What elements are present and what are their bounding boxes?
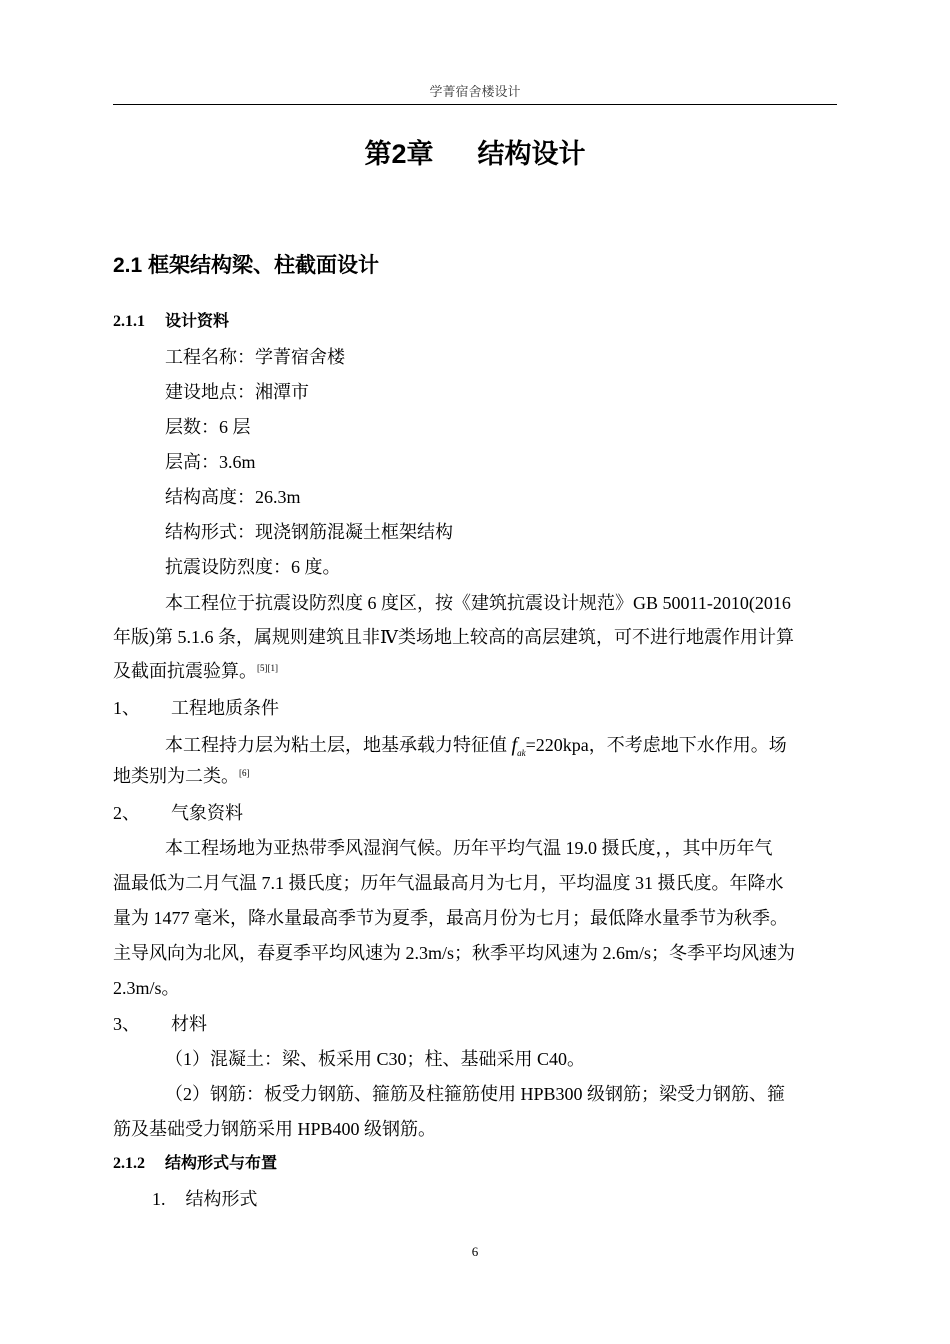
title: 工程地质条件 <box>171 698 279 718</box>
paragraph-line: 本工程位于抗震设防烈度 6 度区，按《建筑抗震设计规范》GB 50011-2010(2016 <box>165 593 791 613</box>
chapter-title <box>0 132 950 171</box>
item: 层数：6 层 <box>165 417 251 437</box>
paragraph-line: 2.3m/s。 <box>113 978 180 998</box>
paragraph-line <box>165 733 787 765</box>
subsection-number: 2.1.2 <box>113 1155 145 1172</box>
numbered-heading <box>113 801 243 825</box>
symbol: f <box>511 734 518 756</box>
subsection-title: 设计资料 <box>165 313 230 330</box>
formula-fak <box>512 734 526 756</box>
citation: [5][1] <box>257 663 278 673</box>
page-number: 6 <box>471 1244 479 1259</box>
number: 1. <box>152 1189 166 1209</box>
chapter-number: 第2章 <box>364 139 434 169</box>
item: 抗震设防烈度：6 度。 <box>165 557 341 577</box>
paragraph-line: 主导风向为北风，春夏季平均风速为 2.3m/s；秋季平均风速为 2.6m/s；冬季平均风速为 <box>113 943 796 963</box>
subsection-heading <box>113 310 229 334</box>
number: 3、 <box>113 1014 140 1034</box>
text: 及截面抗震验算。 <box>113 661 257 681</box>
item: 层高：3.6m <box>165 452 256 472</box>
text: =220kpa，不考虑地下水作用。场 <box>525 735 787 755</box>
header-rule <box>113 104 837 105</box>
subscript: ak <box>517 748 526 758</box>
title: 材料 <box>171 1014 207 1034</box>
numbered-heading <box>113 696 279 720</box>
text: 本工程持力层为粘土层，地基承载力特征值 <box>165 735 512 755</box>
item: 结构高度：26.3m <box>165 487 301 507</box>
section-heading: 2.1 框架结构梁、柱截面设计 <box>113 254 380 277</box>
item: 建设地点：湘潭市 <box>165 382 309 402</box>
chapter-name: 结构设计 <box>477 139 586 169</box>
paragraph-line: （1）混凝土：梁、板采用 C30；柱、基础采用 C40。 <box>165 1049 586 1069</box>
paragraph-line <box>113 764 250 788</box>
paragraph-line: 年版)第 5.1.6 条，属规则建筑且非Ⅳ类场地上较高的高层建筑，可不进行地震作用计算 <box>113 627 794 647</box>
item: 工程名称：学菁宿舍楼 <box>165 347 345 367</box>
subsection-number: 2.1.1 <box>113 313 145 330</box>
paragraph-line: 量为 1477 毫米，降水量最高季节为夏季，最高月份为七月；最低降水量季节为秋季。 <box>113 908 788 928</box>
citation: [6] <box>239 768 250 778</box>
number: 2、 <box>113 803 140 823</box>
number: 1、 <box>113 698 140 718</box>
numbered-heading <box>113 1012 207 1036</box>
item: 结构形式：现浇钢筋混凝土框架结构 <box>165 522 453 542</box>
paragraph-line: 温最低为二月气温 7.1 摄氏度；历年气温最高月为七月，平均温度 31 摄氏度。年降水 <box>113 873 784 893</box>
paragraph-line <box>113 659 278 683</box>
title: 气象资料 <box>171 803 243 823</box>
title: 结构形式 <box>185 1189 258 1209</box>
running-header: 学菁宿舍楼设计 <box>429 84 521 99</box>
subsection-heading <box>113 1152 277 1176</box>
text: 地类别为二类。 <box>113 766 239 786</box>
paragraph-line: 筋及基础受力钢筋采用 HPB400 级钢筋。 <box>113 1119 437 1139</box>
list-item <box>152 1187 258 1211</box>
paragraph-line: （2）钢筋：板受力钢筋、箍筋及柱箍筋使用 HPB300 级钢筋；梁受力钢筋、箍 <box>165 1084 786 1104</box>
paragraph-line: 本工程场地为亚热带季风湿润气候。历年平均气温 19.0 摄氏度，，其中历年气 <box>165 838 773 858</box>
subsection-title: 结构形式与布置 <box>165 1155 278 1172</box>
